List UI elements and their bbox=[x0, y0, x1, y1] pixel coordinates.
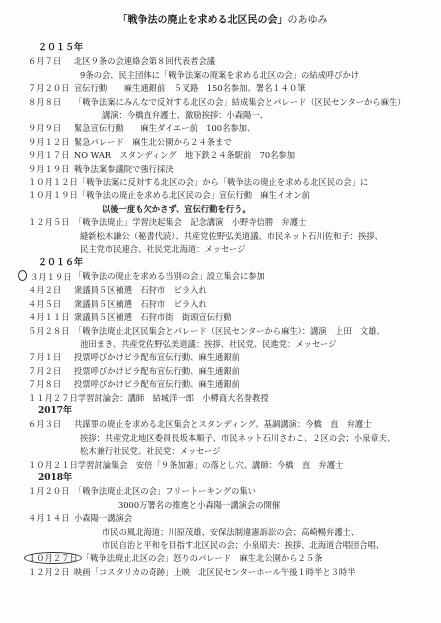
year-heading-2018: 2018年 bbox=[38, 473, 73, 483]
entry-text: 緊急パレード 麻生北公園から２４条まで bbox=[74, 136, 232, 147]
entry-continuation: 3000万署名の推進と小森陽一講演会の開催 bbox=[118, 499, 281, 510]
entry-date bbox=[22, 418, 74, 431]
entry-text: 戦争法案参議院で強行採決 bbox=[74, 163, 174, 174]
entry-text: 投票呼びかけビラ配布宣伝行動、麻生通銀前 bbox=[74, 365, 240, 376]
date-text: ７月２０日 bbox=[28, 83, 70, 94]
entry-date bbox=[22, 284, 74, 297]
timeline-entry bbox=[22, 189, 423, 202]
timeline-entry bbox=[22, 284, 423, 297]
section-2017 bbox=[22, 418, 423, 472]
entry-continuation: 挨拶：共産党北地区委員長坂本順子、市民ネット石川さわこ、２区の会；小泉章夫、 bbox=[80, 432, 396, 443]
date-text: ３月１９日 bbox=[30, 271, 72, 282]
entry-date bbox=[22, 552, 82, 565]
date-text: １月２０日 bbox=[28, 486, 70, 497]
entry-date bbox=[22, 566, 74, 579]
entry-date bbox=[22, 459, 78, 472]
entry-text: 学習討論集会 安倍「９条加憲」の落とし穴、講師：今橋 直 弁護士 bbox=[77, 459, 344, 470]
entry-text: 「戦争法の廃止を求める北区民の会」宣伝行動 麻生イオン前 bbox=[77, 190, 310, 201]
entry-text: 小森陽一講演会 bbox=[74, 513, 133, 524]
year-heading-2017: 2017年 bbox=[38, 405, 73, 416]
date-text: ７月８日 bbox=[28, 379, 62, 390]
timeline-entry bbox=[22, 270, 423, 284]
year-heading-2015: ２０１５年 bbox=[38, 43, 84, 53]
date-text: ９月１７日 bbox=[28, 150, 70, 161]
section-2016 bbox=[22, 270, 423, 405]
entry-continuation: 縫新松木謙公（秘書代読）、共産党佐野弘美道議、市民ネット石川佐和子：挨拶、 bbox=[80, 230, 383, 241]
section-2015 bbox=[22, 55, 423, 256]
timeline-entry bbox=[22, 485, 423, 498]
timeline-entry bbox=[22, 459, 423, 472]
entry-text: 衆議員５区補選 石狩市 ビラ入れ bbox=[74, 298, 207, 309]
timeline-entry bbox=[22, 351, 423, 364]
timeline-entry bbox=[22, 122, 423, 135]
entry-text: 「戦争法廃止北区の会」フリートーキングの集い bbox=[74, 486, 256, 497]
date-text: ４月１１日 bbox=[28, 312, 70, 323]
date-text: ９月１２日 bbox=[28, 136, 70, 147]
entry-text: 北区９条の会連絡会第８回代表者会議 bbox=[74, 56, 216, 67]
date-text: ４月１４日 bbox=[28, 513, 70, 524]
timeline-entry bbox=[22, 311, 423, 324]
title-main: 「戦争法の廃止を求める北区民の会」 bbox=[117, 15, 288, 26]
timeline-entry bbox=[22, 149, 423, 162]
entry-date bbox=[22, 122, 74, 135]
entry-date bbox=[22, 351, 74, 364]
entry-text: 映画「コスタリカの奇跡」上映 北区民センターホール午後１時半と３時半 bbox=[74, 566, 356, 577]
timeline-entry bbox=[22, 163, 423, 176]
entry-text: 共謀罪の廃止を求める北区集会とスタンディング、基調講演：今橋 直 弁護士 bbox=[74, 419, 372, 430]
date-text: １２月５日 bbox=[28, 217, 70, 228]
entry-text: 投票呼びかけビラ配布宣伝行動、麻生通銀前 bbox=[74, 352, 240, 363]
document-title bbox=[22, 14, 423, 28]
entry-date bbox=[22, 136, 74, 149]
section-2018 bbox=[22, 485, 423, 579]
timeline-entry bbox=[22, 298, 423, 311]
year-heading-2016: ２０１６年 bbox=[38, 257, 84, 268]
entry-continuation: 市民自治と平和を目指す北区民の会；小泉昭夫：挨拶、北海道合唱団合唱、 bbox=[102, 540, 385, 551]
entry-date bbox=[22, 270, 74, 284]
entry-continuation: 市民の風北海道；川原茂雄、安保法制違憲訴訟の会；高崎暢弁護士、 bbox=[102, 526, 360, 537]
entry-text: 投票呼びかけビラ配布宣伝行動、麻生通銀前 bbox=[74, 379, 240, 390]
entry-date bbox=[22, 325, 74, 338]
entry-date bbox=[22, 298, 74, 311]
entry-text: 衆議員５区補選 石狩市街 街頭宣伝行動 bbox=[74, 312, 232, 323]
entry-date bbox=[22, 176, 78, 189]
entry-text: 学習討論会：講師 結城洋一郎 小樽商大名誉教授 bbox=[77, 392, 269, 403]
date-text: １０月２１日 bbox=[28, 459, 78, 470]
date-text: ９月９日 bbox=[28, 123, 62, 134]
entry-date bbox=[22, 512, 74, 525]
entry-continuation: 9条の会、民主団体に「戦争法案の廃案を求める北区の会」の結成呼びかけ bbox=[80, 69, 360, 80]
timeline-entry bbox=[22, 176, 423, 189]
date-text: ６月７日 bbox=[28, 56, 62, 67]
entry-date bbox=[22, 82, 74, 95]
timeline-entry bbox=[22, 216, 423, 229]
entry-text: NO WAR スタンディング 地下鉄２４条駅前 70名参加 bbox=[74, 150, 296, 161]
entry-text: 「戦争法廃止北区の会」怒りのパレード 麻生北公園から２５条 bbox=[81, 553, 323, 564]
entry-date bbox=[22, 392, 78, 405]
hand-drawn-mark-icon bbox=[18, 270, 27, 281]
date-text: ９月１９日 bbox=[28, 163, 70, 174]
entry-text: 緊急宣伝行動 麻生ダイエー前 100名参加、 bbox=[74, 123, 256, 134]
date-text: ７月１日 bbox=[28, 352, 62, 363]
date-text: ６月３日 bbox=[28, 419, 62, 430]
timeline-entry bbox=[22, 418, 423, 431]
entry-continuation: 松木兼行社民党、社民党：メッセージ bbox=[80, 446, 221, 457]
timeline-entry bbox=[22, 392, 423, 405]
entry-date bbox=[22, 149, 74, 162]
timeline-entry bbox=[22, 82, 423, 95]
date-text: ７月２日 bbox=[28, 365, 62, 376]
entry-date bbox=[22, 378, 74, 391]
date-text: ４月５日 bbox=[28, 298, 62, 309]
date-text: ４月２日 bbox=[28, 285, 62, 296]
timeline-entry bbox=[22, 325, 423, 338]
date-text: １２月２日 bbox=[28, 566, 70, 577]
entry-date bbox=[22, 189, 78, 202]
timeline-entry bbox=[22, 365, 423, 378]
date-text: １０月１２日 bbox=[28, 177, 78, 188]
timeline-entry bbox=[22, 552, 423, 565]
entry-continuation: 民主党市民連合、社民党北海道：メッセージ bbox=[80, 244, 246, 255]
entry-text: 「戦争法廃止北区民集会とパレード（区民センターから麻生）：講演 上田 文雄、 bbox=[74, 325, 385, 336]
timeline-entry bbox=[22, 96, 423, 109]
date-text: １０月１９日 bbox=[28, 190, 78, 201]
entry-text: 「戦争法廃止」学習決起集会 記念講演 小野寺信勝 弁護士 bbox=[74, 217, 307, 228]
entry-text: 「戦争法案に反対する北区の会」から「戦争法の廃止を求める北区民の会」に bbox=[77, 177, 369, 188]
timeline-entry bbox=[22, 512, 423, 525]
entry-text: 宣伝行動 麻生通銀前 ５叉路 150名参加、署名１４０筆 bbox=[74, 83, 306, 94]
title-suffix: のあゆみ bbox=[287, 15, 328, 26]
date-text: ５月２８日 bbox=[28, 325, 70, 336]
entry-text: 衆議員５区補選 石狩市 ビラ入れ bbox=[74, 285, 207, 296]
entry-date bbox=[22, 485, 74, 498]
entry-date bbox=[22, 216, 74, 229]
entry-continuation: 池田まき、共産党佐野弘美道議：挨拶、社民党、民進党：メッセージ bbox=[80, 338, 337, 349]
entry-date bbox=[22, 311, 74, 324]
timeline-entry bbox=[22, 136, 423, 149]
entry-date bbox=[22, 365, 74, 378]
entry-text: 「戦争法案にみんなで反対する北区の会」結成集会とパレード（区民センターから麻生） bbox=[74, 96, 406, 107]
date-text: １１月２７日 bbox=[28, 392, 78, 403]
timeline-entry bbox=[22, 55, 423, 68]
timeline-entry bbox=[22, 378, 423, 391]
entry-continuation: 講演：今橋直弁護士、激励挨拶：小森陽一、 bbox=[102, 110, 268, 121]
entry-text: 「戦争法の廃止を求める当別の会」設立集会に参加 bbox=[74, 270, 265, 281]
date-text: ８月８日 bbox=[28, 96, 62, 107]
entry-date bbox=[22, 96, 74, 109]
entry-continuation: 以後一度も欠かさず、宣伝行動を行う。 bbox=[102, 203, 251, 214]
circled-date: １０月２７日 bbox=[24, 552, 82, 564]
timeline-entry bbox=[22, 566, 423, 579]
entry-date bbox=[22, 55, 74, 68]
entry-date bbox=[22, 163, 74, 176]
